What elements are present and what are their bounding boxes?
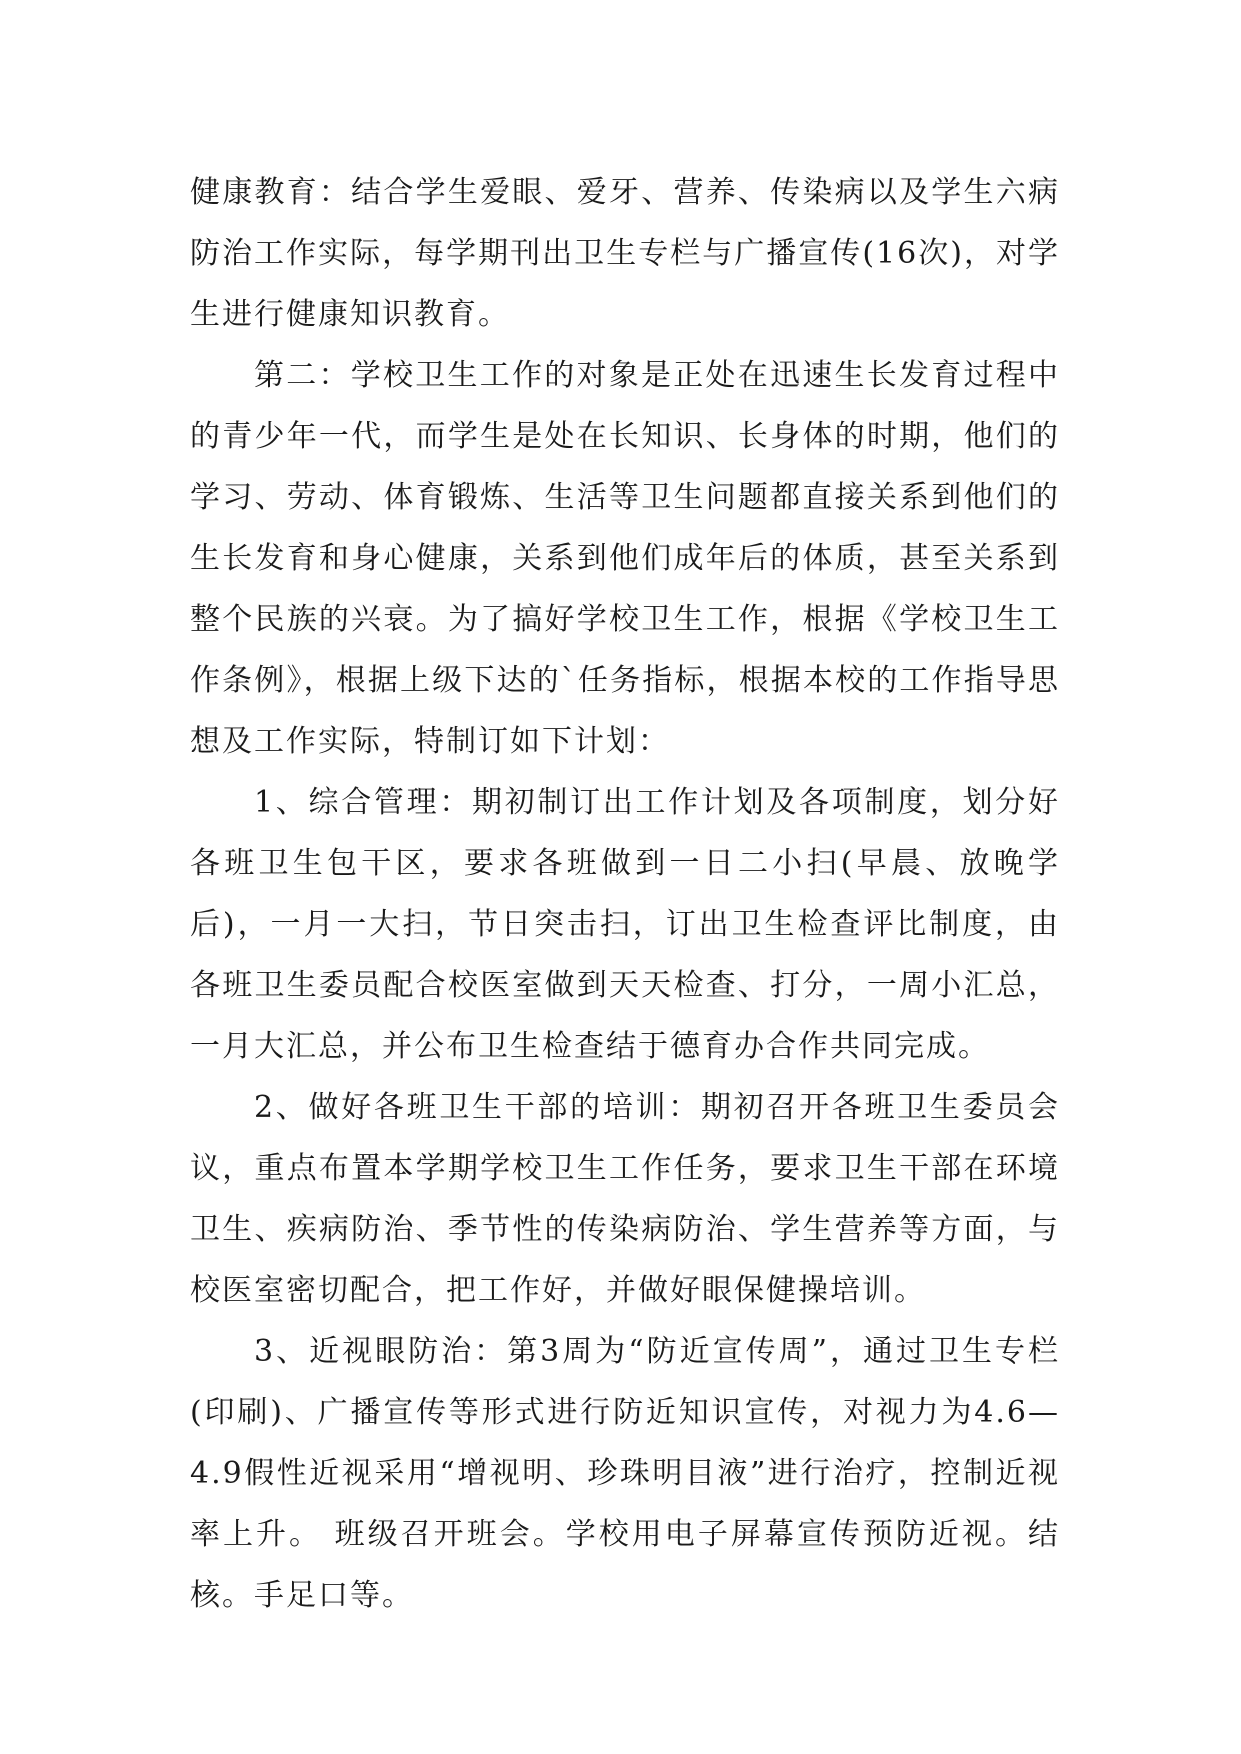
paragraph-item-3-myopia: 3、近视眼防治：第3周为“防近宣传周”，通过卫生专栏(印刷)、广播宣传等形式进行防近知识宣传，对视力为4.6—4.9假性近视采用“增视明、珍珠明目液”进行治疗，控制近视率上升。 班级召开班会。学校用电子屏幕宣传预防近视。结核。手足口等。: [190, 1334, 1060, 1613]
paragraph-item-2-training: 2、做好各班卫生干部的培训：期初召开各班卫生委员会议，重点布置本学期学校卫生工作任务，要求卫生干部在环境卫生、疾病防治、季节性的传染病防治、学生营养等方面，与校医室密切配合，把工作好，并做好眼保健操培训。: [190, 1090, 1060, 1308]
paragraph-second: 第二：学校卫生工作的对象是正处在迅速生长发育过程中的青少年一代，而学生是处在长知识、长身体的时期，他们的学习、劳动、体育锻炼、生活等卫生问题都直接关系到他们的生长发育和身心健康，关系到他们成年后的体质，甚至关系到整个民族的兴衰。为了搞好学校卫生工作，根据《学校卫生工作条例》，根据上级下达的`任务指标，根据本校的工作指导思想及工作实际，特制订如下计划：: [190, 358, 1060, 759]
paragraph-item-1-management: 1、综合管理：期初制订出工作计划及各项制度，划分好各班卫生包干区，要求各班做到一日二小扫(早晨、放晚学后)，一月一大扫，节日突击扫，订出卫生检查评比制度，由各班卫生委员配合校医室做到天天检查、打分，一周小汇总，一月大汇总，并公布卫生检查结于德育办合作共同完成。: [190, 785, 1060, 1064]
paragraph-health-education: 健康教育：结合学生爱眼、爱牙、营养、传染病以及学生六病防治工作实际，每学期刊出卫生专栏与广播宣传(16次)，对学生进行健康知识教育。: [190, 175, 1060, 332]
document-body: [190, 162, 1060, 1626]
